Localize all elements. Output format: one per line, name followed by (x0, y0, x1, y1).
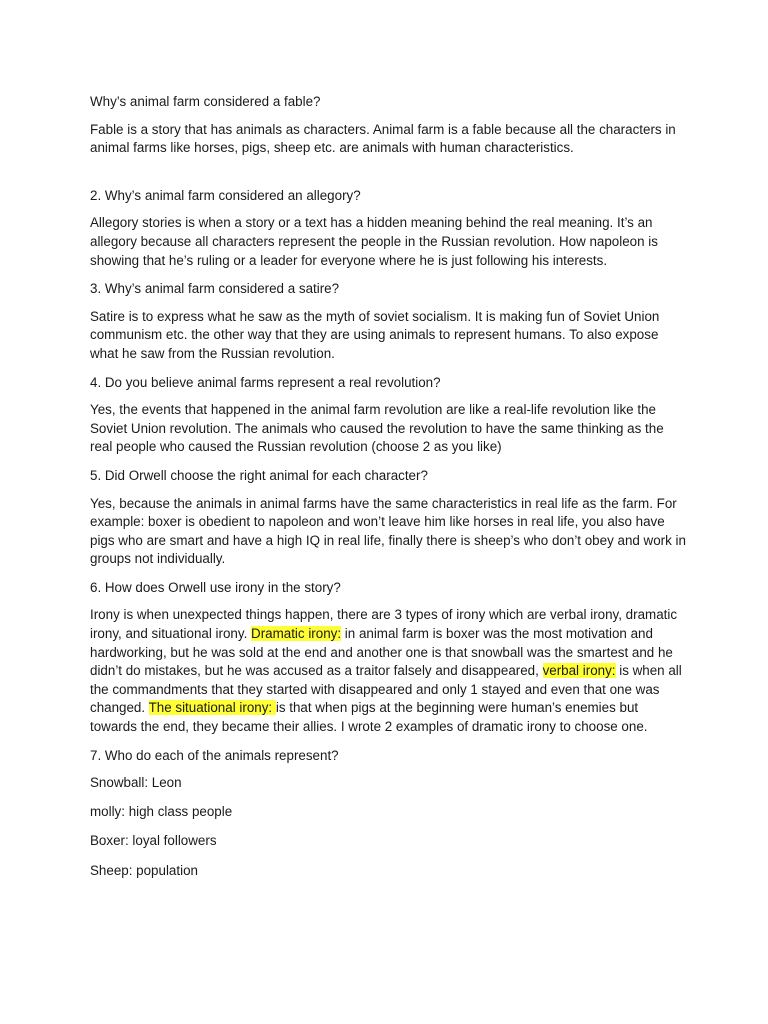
blank-line (90, 168, 688, 187)
question-7: 7. Who do each of the animals represent? (90, 747, 339, 763)
question-1: Why’s animal farm considered a fable? (90, 94, 321, 109)
highlight-dramatic-irony: Dramatic irony: (251, 626, 342, 642)
list-item: Snowball: Leon (90, 775, 182, 791)
answer-2: Allegory stories is when a story or a text has a hidden meaning behind the real meaning. It’s an allegory because all characters represent the people in the Russian revolution. How napoleon is showing that he’s ruling or a leader for everyone where he is just following his interests. (90, 215, 658, 268)
answer-1: Fable is a story that has animals as characters. Animal farm is a fable because all the characters in animal farms like horses, pigs, sheep etc. are animals with human characteristics. (90, 121, 676, 156)
highlight-situational-irony: The situational irony: (148, 700, 276, 716)
answer-5: Yes, because the animals in animal farms have the same characteristics in real life as the farm. For example: boxer is obedient to napoleon and won’t leave him like horses in real life, you also have pigs who are smart and have a high IQ in real life, finally there is sheep’s who don’t obey and work in groups not individually. (90, 495, 686, 567)
dramatic-irony-text: in animal farm is boxer was the most motivation and hardworking, but he was sold at the end and another one is that snowball was the smartest and he didn’t do mistakes, but he was accused as a traitor falsely and disappeared, (90, 626, 673, 679)
question-5: 5. Did Orwell choose the right animal for each character? (90, 467, 428, 483)
irony-intro: Irony is when unexpected things happen, there are 3 types of irony which are verbal irony, dramatic irony, and situational irony. (90, 607, 678, 642)
question-6: 6. How does Orwell use irony in the story? (90, 579, 341, 595)
list-item: molly: high class people (90, 804, 233, 820)
situational-irony-text: is that when pigs at the beginning were human’s enemies but towards the end, they became their allies. I wrote 2 examples of dramatic irony to choose one. (90, 700, 648, 735)
question-4: 4. Do you believe animal farms represent a real revolution? (90, 374, 441, 390)
answer-4: Yes, the events that happened in the animal farm revolution are like a real-life revolution like the Soviet Union revolution. The animals who caused the revolution to have the same thinking as the real people who caused the Russian revolution (choose 2 as you like) (90, 402, 664, 455)
list-item: Sheep: population (90, 862, 198, 878)
highlight-verbal-irony: verbal irony: (542, 663, 616, 679)
question-2: 2. Why’s animal farm considered an allegory? (90, 187, 361, 203)
list-item: Boxer: loyal followers (90, 833, 217, 849)
answer-3: Satire is to express what he saw as the myth of soviet socialism. It is making fun of Soviet Union communism etc. the other way that they are using animals to represent humans. To also expose what he saw from the Russian revolution. (90, 308, 660, 361)
answer-6 (90, 606, 688, 736)
question-3: 3. Why’s animal farm considered a satire? (90, 281, 340, 297)
verbal-irony-text: is when all the commandments that they started with disappeared and only 1 stayed and even that one was changed. (90, 663, 682, 716)
